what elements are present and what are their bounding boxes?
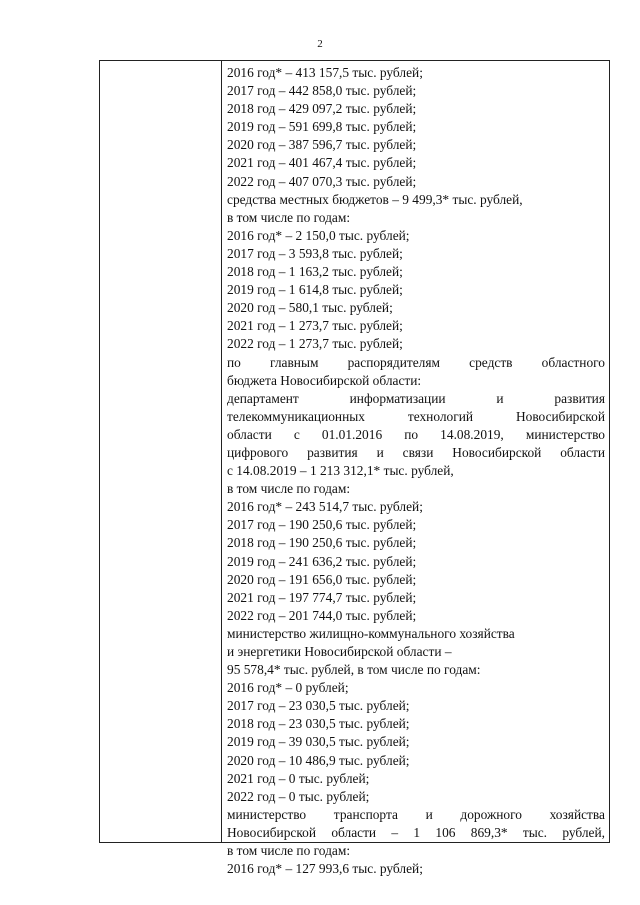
- text-line: 95 578,4* тыс. рублей, в том числе по годам:: [227, 662, 481, 678]
- text-line: 2021 год – 197 774,7 тыс. рублей;: [227, 589, 417, 605]
- funding-table: [99, 60, 610, 877]
- text-line: 2016 год* – 243 514,7 тыс. рублей;: [227, 499, 423, 515]
- text-line: Новосибирской области – 1 106 869,3* тыс. рублей,: [227, 824, 605, 840]
- text-line: 2016 год* – 127 993,6 тыс. рублей;: [227, 861, 423, 877]
- text-line: 2017 год – 442 858,0 тыс. рублей;: [227, 83, 417, 99]
- text-line: 2022 год – 1 273,7 тыс. рублей;: [227, 336, 403, 352]
- text-line: с 14.08.2019 – 1 213 312,1* тыс. рублей,: [227, 463, 454, 479]
- text-line: 2022 год – 201 744,0 тыс. рублей;: [227, 607, 417, 623]
- text-line: 2017 год – 23 030,5 тыс. рублей;: [227, 698, 410, 714]
- text-line: 2022 год – 0 тыс. рублей;: [227, 788, 370, 804]
- text-line: 2019 год – 1 614,8 тыс. рублей;: [227, 282, 403, 298]
- text-line: 2016 год* – 2 150,0 тыс. рублей;: [227, 227, 410, 243]
- text-line: в том числе по годам:: [227, 481, 351, 497]
- text-line: 2020 год – 10 486,9 тыс. рублей;: [227, 752, 410, 768]
- column-divider: [221, 61, 222, 842]
- text-line: министерство жилищно-коммунального хозяйства: [227, 625, 515, 641]
- text-line: 2020 год – 387 596,7 тыс. рублей;: [227, 137, 417, 153]
- text-line: в том числе по годам:: [227, 209, 351, 225]
- text-line: телекоммуникационных технологий Новосибирской: [227, 408, 605, 424]
- text-line: 2020 год – 191 656,0 тыс. рублей;: [227, 571, 417, 587]
- text-line: департамент информатизации и развития: [227, 390, 605, 406]
- text-line: бюджета Новосибирской области:: [227, 372, 422, 388]
- text-line: 2021 год – 1 273,7 тыс. рублей;: [227, 318, 403, 334]
- text-line: средства местных бюджетов – 9 499,3* тыс. рублей,: [227, 191, 523, 207]
- text-line: 2022 год – 407 070,3 тыс. рублей;: [227, 173, 417, 189]
- text-line: 2018 год – 1 163,2 тыс. рублей;: [227, 264, 403, 280]
- text-line: 2019 год – 591 699,8 тыс. рублей;: [227, 119, 417, 135]
- funding-text-cell: [227, 64, 605, 878]
- text-line: области с 01.01.2016 по 14.08.2019, министерство: [227, 426, 605, 442]
- text-line: 2021 год – 0 тыс. рублей;: [227, 770, 370, 786]
- text-line: 2018 год – 23 030,5 тыс. рублей;: [227, 716, 410, 732]
- text-line: и энергетики Новосибирской области –: [227, 644, 452, 659]
- text-line: министерство транспорта и дорожного хозяйства: [227, 806, 605, 822]
- text-line: 2019 год – 39 030,5 тыс. рублей;: [227, 734, 410, 750]
- text-line: 2019 год – 241 636,2 тыс. рублей;: [227, 553, 417, 569]
- text-line: в том числе по годам:: [227, 843, 351, 859]
- text-line: 2017 год – 3 593,8 тыс. рублей;: [227, 245, 403, 261]
- text-line: 2016 год* – 413 157,5 тыс. рублей;: [227, 65, 423, 80]
- text-line: 2018 год – 190 250,6 тыс. рублей;: [227, 535, 417, 551]
- text-line: 2016 год* – 0 рублей;: [227, 680, 349, 696]
- text-line: 2020 год – 580,1 тыс. рублей;: [227, 300, 393, 316]
- page-number: 2: [317, 38, 323, 50]
- text-line: 2018 год – 429 097,2 тыс. рублей;: [227, 101, 417, 117]
- text-line: цифрового развития и связи Новосибирской области: [227, 444, 605, 460]
- text-line: по главным распорядителям средств областного: [227, 354, 605, 370]
- text-line: 2021 год – 401 467,4 тыс. рублей;: [227, 155, 417, 171]
- text-line: 2017 год – 190 250,6 тыс. рублей;: [227, 517, 417, 533]
